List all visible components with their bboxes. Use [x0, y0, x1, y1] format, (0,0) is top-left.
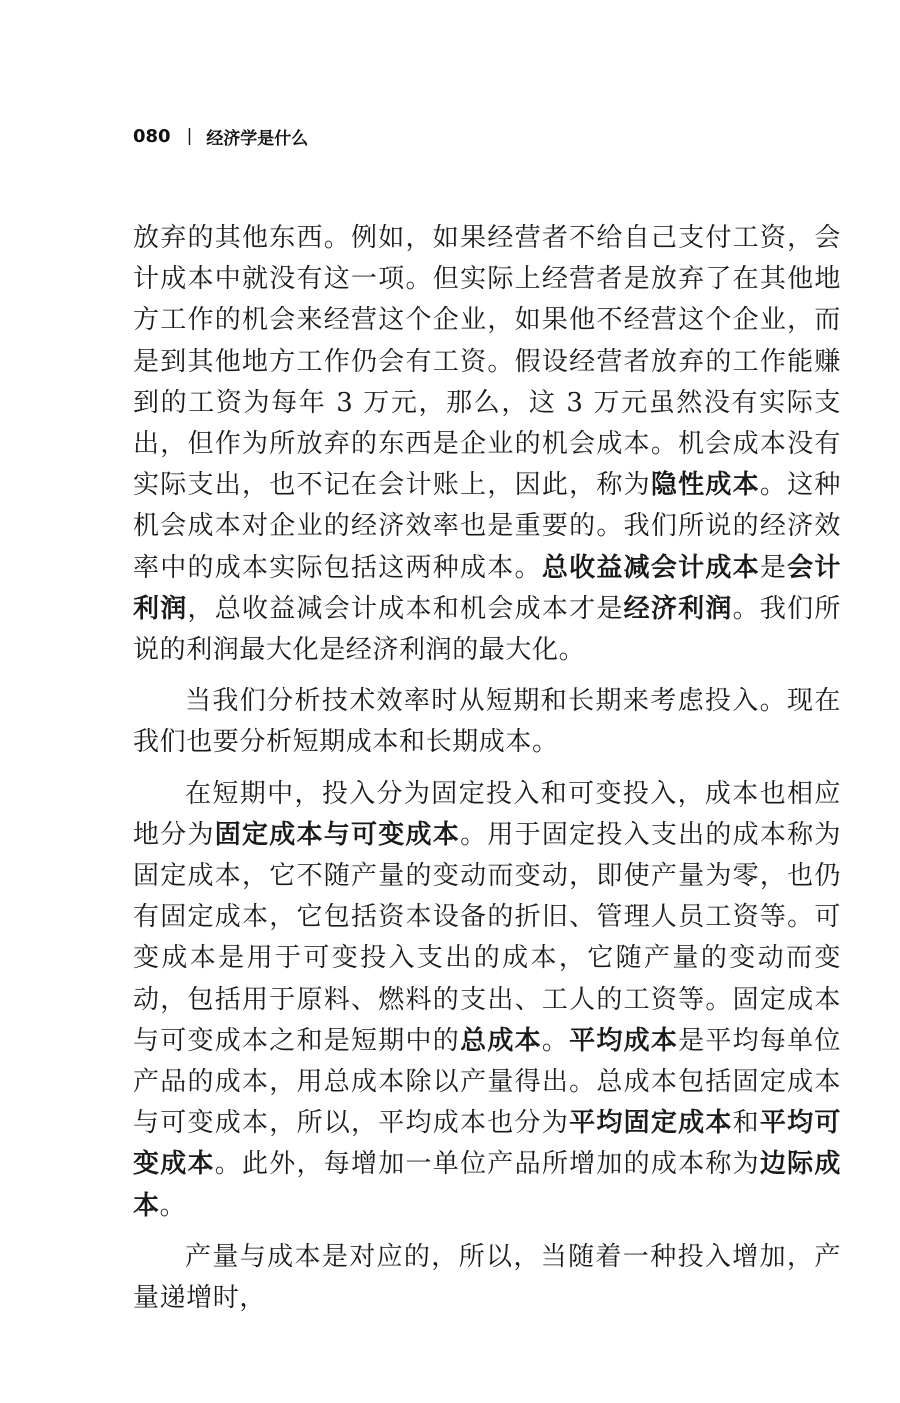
body-text [133, 218, 841, 1329]
bold-term: 平均可变成本 [133, 1108, 841, 1180]
text-run: 。这种机会成本对企业的经济效率也是重要的。我们所说的经济效率中的成本实际包括这两种成本。 [133, 470, 842, 583]
text-run: 。 [541, 1025, 570, 1056]
book-title: 经济学是什么 [206, 128, 309, 149]
paragraph [133, 774, 841, 1227]
text-run: 当我们分析技术效率时从短期和长期来考虑投入。现在我们也要分析短期成本和长期成本。 [133, 686, 841, 758]
text-run: 产量与成本是对应的，所以，当随着一种投入增加，产量递增时， [133, 1241, 841, 1314]
text-run: 是 [759, 552, 788, 583]
text-run: 。用于固定投入支出的成本称为固定成本，它不随产量的变动而变动，即使产量为零，也仍有固定成本，它包括资本设备的折旧、管理人员工资等。可变成本是用于可变投入支出的成本，它随产量的变动而变动，包括用于原料、燃料的支出、工人的工资等。固定成本与可变成本之和是短期中的 [133, 819, 841, 1056]
bold-term: 总收益减会计成本 [541, 552, 760, 583]
page-number: 080 [133, 125, 171, 147]
text-run: 在短期中，投入分为固定投入和可变投入，成本也相应地分为 [133, 778, 841, 850]
bold-term: 总成本 [460, 1025, 542, 1056]
text-run: 放弃的其他东西。例如，如果经营者不给自己支付工资，会计成本中就没有这一项。但实际上经营者是放弃了在其他地方工作的机会来经营这个企业，如果他不经营这个企业，而是到其他地方工作仍会有工资。假设经营者放弃的工作能赚到的工资为每年 3 万元，那么，这 3 万元虽然没有实际支出，但作为所放弃的东西是企业的机会成本。机会成本没有实际支出，也不记在会计账上，因此，称为 [133, 223, 841, 501]
text-run: ，总收益减会计成本和机会成本才是 [187, 593, 624, 624]
paragraph [133, 1237, 841, 1319]
paragraph [133, 681, 841, 763]
header-separator: | [186, 126, 193, 146]
text-run: 。我们所说的利润最大化是经济利润的最大化。 [133, 593, 842, 666]
bold-term: 平均固定成本 [569, 1108, 733, 1139]
text-run: 是平均每单位产品的成本，用总成本除以产量得出。总成本包括固定成本与可变成本，所以，平均成本也分为 [133, 1025, 841, 1139]
bold-term: 隐性成本 [650, 470, 760, 501]
paragraph [133, 218, 841, 671]
bold-term: 边际成本 [133, 1149, 841, 1221]
text-run: 和 [732, 1108, 760, 1139]
bold-term: 经济利润 [623, 593, 733, 624]
bold-term: 固定成本与可变成本 [214, 819, 461, 850]
text-run: 。此外，每增加一单位产品所增加的成本称为 [214, 1149, 760, 1180]
bold-term: 会计利润 [133, 552, 841, 624]
text-run: 。 [159, 1190, 187, 1221]
running-header [133, 124, 308, 148]
bold-term: 平均成本 [569, 1025, 679, 1056]
